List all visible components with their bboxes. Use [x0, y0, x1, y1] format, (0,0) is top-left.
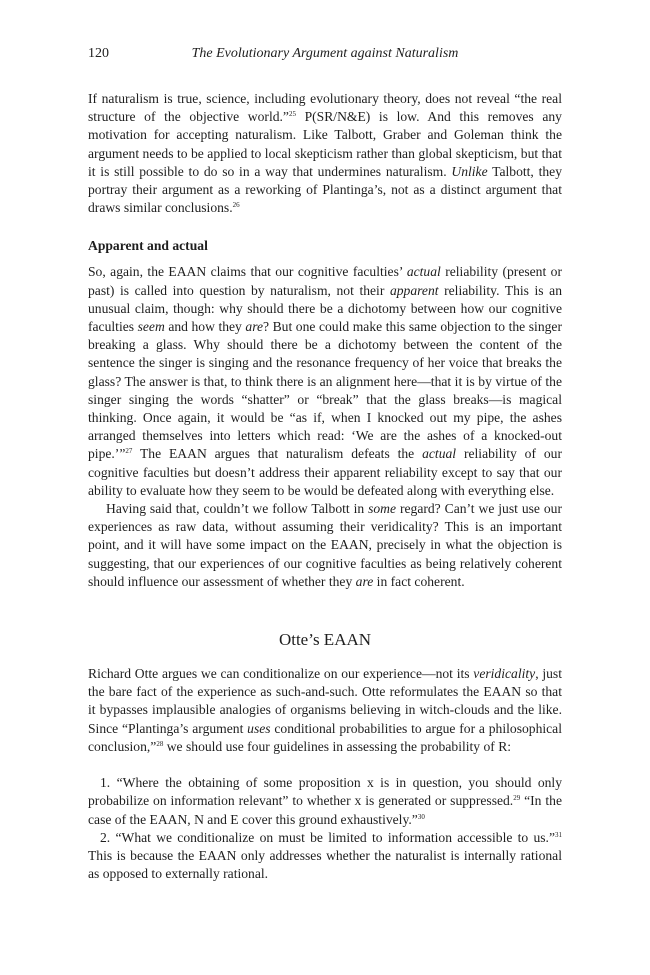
- emphasis: seem: [137, 319, 165, 335]
- text-run: we should use four guidelines in assessing the probability of R:: [163, 738, 512, 754]
- paragraph-apparent-actual: [88, 263, 562, 500]
- text-run: Having said that, couldn’t we follow Talbott in: [106, 501, 369, 517]
- text-run: Richard Otte argues we can conditionalize on our experience—not its: [88, 666, 474, 682]
- page-body: [88, 90, 562, 883]
- emphasis: uses: [247, 720, 271, 736]
- footnote-ref: 25: [288, 110, 296, 119]
- text-run: The EAAN argues that naturalism defeats the: [132, 446, 423, 462]
- footnote-ref: 26: [232, 201, 240, 210]
- list-item: [88, 829, 562, 884]
- paragraph-otte: [88, 665, 562, 756]
- emphasis: are: [355, 573, 374, 589]
- running-title: The Evolutionary Argument against Naturalism: [191, 46, 459, 61]
- footnote-ref: 31: [555, 830, 562, 839]
- text-run: 2. “What we conditionalize on must be limited to information accessible to us.”: [100, 829, 555, 845]
- text-run: Talbott, they portray their argument as a reworking of Plantinga’s, not as a distinct argument that draws similar conclusions.: [88, 163, 562, 216]
- text-run: reliability (present or past) is called into question by naturalism, not their: [88, 264, 562, 298]
- emphasis: actual: [406, 264, 441, 280]
- text-run: 1. “Where the obtaining of some proposition x is in question, you should only probabilize on information relevant” to whether x is generated or suppressed.: [88, 775, 562, 809]
- footnote-ref: 29: [513, 794, 521, 803]
- page-number: 120: [88, 46, 109, 61]
- subheading: Apparent and actual: [88, 238, 208, 254]
- text-run: If naturalism is true, science, including evolutionary theory, does not reveal “the real structure of the objective world.”: [88, 91, 562, 125]
- list-item: [88, 774, 562, 829]
- text-run: regard? Can’t we just use our experiences as raw data, without assuming their veridicality? This is an important point, and it will have some impact on the EAAN, precisely in what the objection is suggesting, that our experiences of our cognitive faculties as being relatively coherent should influence our assessment of whether they: [88, 501, 562, 589]
- text-run: “In the case of the EAAN, N and E cover this ground exhaustively.”: [88, 793, 562, 827]
- emphasis: veridicality: [473, 666, 536, 682]
- emphasis: actual: [422, 446, 457, 462]
- text-run: reliability of our cognitive faculties but doesn’t address their apparent reliability except to say that our ability to evaluate how they seem to be would be defeated along with everything else.: [88, 446, 562, 498]
- emphasis: are: [245, 319, 264, 335]
- footnote-ref: 27: [125, 447, 133, 456]
- text-run: conditional probabilities to argue for a philosophical conclusion,”: [88, 720, 562, 754]
- text-run: ? But one could make this same objection to the singer breaking a glass. Why should there be a dichotomy between the content of the sentence the singer is singing and the resonance frequency of her voice that breaks the glass? The answer is that, to think there is an alignment here—that it is by virtue of the singer singing the words “shatter” or “break” that the glass breaks—is magical thinking. Once again, it would be “as if, when I knocked out my pipe, the ashes arranged themselves into letters which read: ‘We are the ashes of a knocked-out pipe.’”: [88, 319, 562, 462]
- emphasis: some: [368, 501, 397, 517]
- paragraph-intro: [88, 90, 562, 217]
- paragraph-talbott: [88, 500, 562, 591]
- text-run: So, again, the EAAN claims that our cognitive faculties’: [88, 264, 407, 280]
- text-run: reliability. This is an unusual claim, though: why should there be a dichotomy between how our cognitive faculties: [88, 282, 562, 335]
- section-heading: Otte’s EAAN: [278, 630, 372, 650]
- text-run: P(SR/N&E) is low. And this removes any motivation for accepting naturalism. Like Talbott, Graber and Goleman think the argument needs to be applied to local skepticism rather than global skepticism, but that it is still possible to do so in a way that undermines naturalism.: [88, 109, 562, 179]
- footnote-ref: 28: [156, 739, 164, 748]
- text-run: This is because the EAAN only addresses whether the naturalist is internally rational as opposed to externally rational.: [88, 847, 562, 882]
- emphasis: Unlike: [451, 163, 488, 179]
- footnote-ref: 30: [417, 812, 425, 821]
- text-run: , just the bare fact of the experience as such-and-such. Otte reformulates the EAAN so that it bypasses implausible analogies of organisms believing in witch-clouds and the like. Since “Plantinga’s argument: [88, 666, 562, 736]
- emphasis: apparent: [389, 282, 439, 298]
- text-run: and how they: [164, 319, 246, 335]
- text-run: in fact coherent.: [373, 573, 465, 589]
